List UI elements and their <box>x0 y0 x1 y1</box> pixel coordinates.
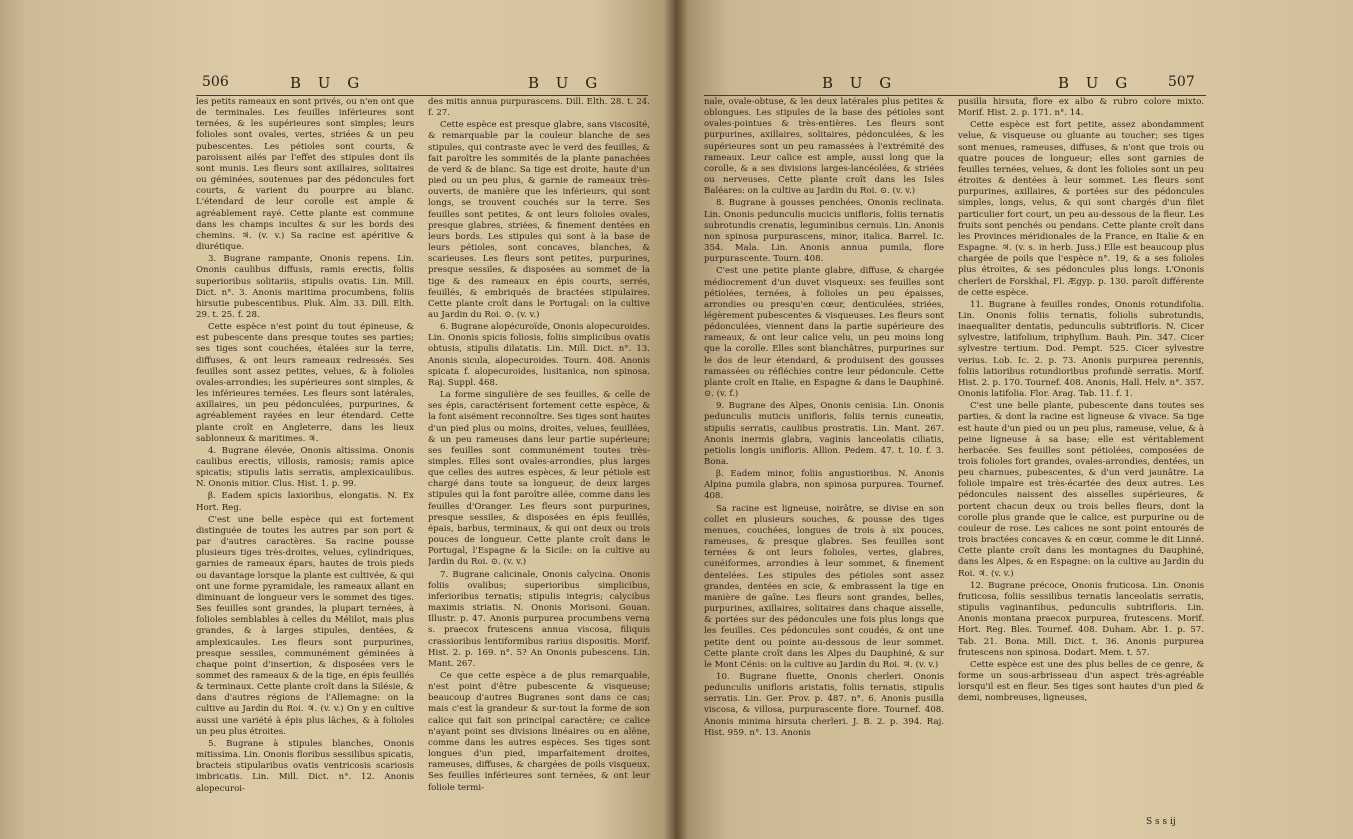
paragraph: 7. Bugrane calicinale, Ononis calycina. Ononis foliis ovalibus; superioribus simplicibus, inferioribus ternatis; stipulis integris; calycibus maximis striatis. N. Ononis Morisoni. Gouan. Illustr. p. 47. Anonis purpurea procumbens verna s. praecox frutescens annua viscosa, filiquis crassioribus lentiformibus rarius dispositis. Morif. Hist. 2. p. 169. n°. 5? An Ononis pubescens. Lin. Mant. 267. <box>428 569 650 669</box>
paragraph: Sa racine est ligneuse, noirâtre, se divise en son collet en plusieurs souches, & pousse des tiges menues, couchées, longues de trois à six pouces, rameuses, & presque glabres. Ses feuilles sont ternées & ont leurs folioles, vertes, glabres, cunéiformes, arrondies à leur sommet, & finement dentelées. Les stipules des pétioles sont assez grandes, dentées en scie, & embrassent la tige en manière de gaîne. Les fleurs sont grandes, belles, purpurines, axillaires, solitaires dans chaque aisselle, & portées sur des pédoncules une fois plus longs que les feuilles. Ces pédoncules sont coudés, & ont une petite dent ou pointe au-dessous de leur sommet. Cette plante croît dans les Alpes du Dauphiné, & sur le Mont Cénis: on la cultive au Jardin du Roi. ♃. (v. v.) <box>704 503 944 670</box>
paragraph: Cette espèce est presque glabre, sans viscosité, & remarquable par la couleur blanche de ses stipules, qui contraste avec le verd des feuilles, & fait paroître les sommités de la plante panachées de verd & de blanc. Sa tige est droite, haute d'un pied ou un peu plus, & garnie de rameaux très-ouverts, de manière que les inférieurs, qui sont longs, se trouvent couchés sur la terre. Ses feuilles sont petites, & ont leurs folioles ovales, presque glabres, striées, & finement dentées en leurs bords. Les stipules qui sont à la base de leurs pétioles, sont concaves, blanches, & scarieuses. Les fleurs sont petites, purpurines, presque sessiles, & disposées au sommet de la tige & des rameaux en épis courts, serrés, feuillés, & embriqués de bractées stipulaires. Cette plante croît dans le Portugal: on la cultive au Jardin du Roi. ⊙. (v. v.) <box>428 120 650 320</box>
running-head: B U G <box>528 74 604 92</box>
paragraph: 6. Bugrane alopécuroïde, Ononis alopecuroides. Lin. Ononis spicis foliosis, foliis simplicibus ovatis obtusis, stipulis dilatatis. Lin. Mill. Dict. n°. 13. Anonis sicula, alopecuroides. Tourn. 408. Anonis spicata f. alopecuroides, lusitanica, non spinosa. Raj. Suppl. 468. <box>428 322 650 388</box>
paragraph: β. Eadem spicis laxioribus, elongatis. N. Ex Hort. Reg. <box>196 491 414 513</box>
paragraph: des mitis annua purpurascens. Dill. Elth. 28. t. 24. f. 27. <box>428 97 650 119</box>
running-head: B U G <box>290 74 366 92</box>
paragraph: Cette espèce n'est point du tout épineuse, & est pubescente dans presque toutes ses parties; ses tiges sont couchées, étalées sur la terre, diffuses, & ont leurs rameaux redressés. Ses feuilles sont assez petites, velues, & à folioles ovales-arrondies; les supérieures sont simples, & les inférieures ternées. Les fleurs sont latérales, axillaires, un peu pédonculées, purpurines, & agréablement rayées en leur étendard. Cette plante croît en Angleterre, dans les lieux sablonneux & maritimes. ♃. <box>196 322 414 444</box>
paragraph: 5. Bugrane à stipules blanches, Ononis mitissima. Lin. Ononis floribus sessilibus spicatis, bracteis stipularibus ovatis ventricosis scariosis imbricatis. Lin. Mill. Dict. n°. 12. Anonis alopecuroi- <box>196 738 414 794</box>
paragraph: 10. Bugrane fluette, Ononis cherleri. Ononis pedunculis unifloris aristatis, foliis ternatis, stipulis serratis. Lin. Ger. Prov. p. 487. n°. 6. Anonis pusilla viscosa, & villosa, purpurascente flore. Tournef. 408. Anonis minima hirsuta cherleri. J. B. 2. p. 394. Raj. Hist. 959. n°. 13. Anonis <box>704 671 944 738</box>
running-head: B U G <box>822 74 898 92</box>
text-column-2 <box>958 97 1204 815</box>
signature-mark: S s s ij <box>1146 817 1176 827</box>
paragraph: Ce que cette espèce a de plus remarquable, n'est point d'être pubescente & visqueuse; beaucoup d'autres Bugranes sont dans ce cas; mais c'est la grandeur & sur-tout la forme de son calice qui fait son principal caractère; ce calice n'ayant point ses divisions linéaires ou en alêne, comme dans les autres espèces. Ses tiges sont longues d'un pied, imparfaitement droites, rameuses, diffuses, & chargées de poils visqueux. Ses feuilles inférieures sont ternées, & ont leur foliole termi- <box>428 670 650 793</box>
paragraph: 12. Bugrane précoce, Ononis fruticosa. Lin. Ononis fruticosa, foliis sessilibus ternatis lanceolatis serratis, stipulis vaginantibus, pedunculis subtrifloris. Lin. Anonis montana praecox purpurea, frutescens. Morif. Hort. Reg. Bles. Tournef. 408. Duham. Abr. 1. p. 57. Tab. 21. Bona. Mill. Dict. t. 36. Anonis purpurea frutescens non spinosa. Dodart. Mem. t. 57. <box>958 580 1204 658</box>
paragraph: C'est une petite plante glabre, diffuse, & chargée médiocrement d'un duvet visqueux: ses feuilles sont pétiolées, ternées, à folioles un peu épaisses, arrondies ou presqu'en cœur, denticulées, striées, légèrement pubescentes & visqueuses. Les fleurs sont pédonculées, viennent dans la partie supérieure des rameaux, & ont leur calice velu, un peu moins long que la corolle. Elles sont blanchâtres, purpurines sur le dos de leur étendard, & produisent des gousses ramassées ou réfléchies contre leur pédoncule. Cette plante croît en Italie, en Espagne & dans le Dauphiné. ⊙. (v. f.) <box>704 266 944 400</box>
header-rule <box>704 95 1206 96</box>
paragraph: pusilla hirsuta, flore ex albo & rubro colore mixto. Morif. Hist. 2. p. 171. n°. 14. <box>958 97 1204 119</box>
paragraph: La forme singulière de ses feuilles, & celle de ses épis, caractérisent fortement cette espèce, & la font aisément reconnoître. Ses tiges sont hautes d'un pied plus ou moins, droites, velues, feuillées, & un peu rameuses dans leur partie supérieure; ses feuilles sont communément toutes très-simples. Elles sont ovales-arrondies, plus larges que celles des autres espèces, & leur pétiole est chargé dans toute sa longueur, de deux larges stipules qui la font paroître ailée, comme dans les feuilles d'Oranger. Les fleurs sont purpurines, presque sessiles, & disposées en épis feuillés, épais, barbus, terminaux, & qui ont deux ou trois pouces de longueur. Cette plante croît dans le Portugal, l'Espagne & la Sicile: on la cultive au Jardin du Roi. ⊙. (v. v.) <box>428 390 650 568</box>
paragraph: 3. Bugrane rampante, Ononis repens. Lin. Ononis caulibus diffusis, ramis erectis, foliis superioribus solitariis, stipulis ovatis. Lin. Mill. Dict. n°. 3. Anonis maritima procumbens, foliis hirsutie pubescentibus. Pluk. Alm. 33. Dill. Elth. 29. t. 25. f. 28. <box>196 254 414 320</box>
paragraph: Cette espèce est une des plus belles de ce genre, & forme un sous-arbrisseau d'un aspect très-agréable lorsqu'il est en fleur. Ses tiges sont hautes d'un pied & demi, nombreuses, ligneuses, <box>958 659 1204 704</box>
paragraph: 8. Bugrane à gousses penchées, Ononis reclinata. Lin. Ononis pedunculis mucicis unifloris, foliis ternatis subrotundis crenatis, leguminibus cernuis. Lin. Anonis non spinosa purpurascens, minor, italica. Barrel. Ic. 354. Mala. Lin. Anonis annua pumila, flore purpurascente. Tourn. 408. <box>704 198 944 265</box>
paragraph: 11. Bugrane à feuilles rondes, Ononis rotundifolia. Lin. Ononis foliis ternatis, foliolis subrotundis, inaequaliter dentatis, pedunculis subtrifloris. N. Cicer sylvestre, latifolium, triphyllum. Bauh. Pin. 347. Cicer sylvestre tertium. Dod. Pempt. 525. Cicer sylvestre verius. Lob. Ic. 2. p. 73. Anonis purpurea perennis, foliis latioribus rotundioribus profundè serratis. Morif. Hist. 2. p. 170. Tournef. 408. Anonis, Hall. Helv. n°. 357. Ononis latifolia. Flor. Arag. Tab. 11. f. 1. <box>958 299 1204 400</box>
header-rule <box>196 95 648 96</box>
paragraph: 9. Bugrane des Alpes, Ononis cenisia. Lin. Ononis pedunculis muticis unifloris, foliis ternis cuneatis, stipulis serratis, caulibus prostratis. Lin. Mant. 267. Anonis inermis glabra, vaginis lanceolatis ciliatis, petiolis longis unifloris. Allion. Pedem. 47. t. 10. f. 3. Bona. <box>704 401 944 467</box>
paragraph: C'est une belle espèce qui est fortement distinguée de toutes les autres par son port & par d'autres caractères. Sa racine pousse plusieurs tiges très-droites, velues, cylindriques, garnies de rameaux épars, hautes de trois pieds ou davantage lorsque la plante est cultivée, & qui ont une forme pyramidale, les rameaux allant en diminuant de longueur vers le sommet des tiges. Ses feuilles sont grandes, la plupart ternées, à folioles semblables à celles du Mélilot, mais plus grandes, & à larges stipules, dentées, & amplexicaules. Les fleurs sont purpurines, presque sessiles, communément géminées à chaque point d'insertion, & disposées vers le sommet des rameaux & de la tige, en épis feuillés & terminaux. Cette plante croît dans la Silésie, & dans d'autres régions de l'Allemagne: on la cultive au Jardin du Roi. ♃. (v. v.) On y en cultive aussi une variété à épis plus lâches, & à folioles un peu plus étroites. <box>196 514 414 737</box>
text-column-1 <box>704 97 944 827</box>
page-number: 506 <box>202 74 229 90</box>
book-gutter <box>664 0 688 839</box>
paragraph: β. Eadem minor, foliis angustioribus. N. Anonis Alpina pumila glabra, non spinosa purpurea. Tournef. 408. <box>704 469 944 502</box>
page-number: 507 <box>1168 74 1195 90</box>
text-column-2 <box>428 97 650 825</box>
paragraph: les petits rameaux en sont privés, ou n'en ont que de terminales. Les feuilles inférieures sont ternées, & les supérieures sont simples; leurs folioles sont ovales, vertes, striées & un peu pubescentes. Les pétioles sont courts, & paroissent ailés par l'effet des stipules dont ils sont munis. Les fleurs sont axillaires, solitaires ou géminées, soutenues par des pédoncules fort courts, & varient du pourpre au blanc. L'étendard de leur corolle est ample & agréablement rayé. Cette plante est commune dans les champs incultes & sur les bords des chemins. ♃. (v. v.) Sa racine est apéritive & diurétique. <box>196 97 414 253</box>
paragraph: nale, ovale-obtuse, & les deux latérales plus petites & oblongues. Les stipules de la base des pétioles sont ovales-pointues & très-entières. Les fleurs sont purpurines, axillaires, solitaires, pédonculées, & les supérieures sont un peu ramassées à l'extrémité des rameaux. Leur calice est ample, aussi long que la corolle, & a ses divisions larges-lancéolées, & striées ou nerveuses. Cette plante croît dans les Isles Baléares: on la cultive au Jardin du Roi. ⊙. (v. v.) <box>704 97 944 197</box>
paragraph: 4. Bugrane élevée, Ononis altissima. Ononis caulibus erectis, villosis, ramosis; ramis apice spicatis; stipulis latis serratis, amplexicaulibus. N. Ononis mitior. Clus. Hist. 1. p. 99. <box>196 445 414 490</box>
text-column-1 <box>196 97 414 825</box>
running-head: B U G <box>1058 74 1134 92</box>
left-page <box>0 0 676 839</box>
right-page <box>676 0 1353 839</box>
paragraph: C'est une belle plante, pubescente dans toutes ses parties, & dont la racine est ligneuse & vivace. Sa tige est haute d'un pied ou un peu plus, rameuse, velue, & à peine ligneuse à sa base; elle est véritablement herbacée. Ses feuilles sont pétiolées, composées de trois folioles fort grandes, ovales-arrondies, dentées, un peu charnues, pubescentes, & d'un verd jaunâtre. La foliole impaire est très-écartée des deux autres. Les pédoncules naissent des aisselles supérieures, & portent chacun deux ou trois belles fleurs, dont la corolle plus grande que le calice, est purpurine ou de couleur de rose. Les calices ne sont point entourés de trois bractées concaves & en cœur, comme le dit Linné. Cette plante croît dans les montagnes du Dauphiné, dans les Alpes, & en Espagne: on la cultive au Jardin du Roi. ♃. (v. v.) <box>958 401 1204 579</box>
paragraph: Cette espèce est fort petite, assez abondamment velue, & visqueuse ou gluante au toucher; ses tiges sont menues, rameuses, diffuses, & n'ont que trois ou quatre pouces de longueur; elles sont garnies de feuilles ternées, velues, & dont les folioles sont un peu étroites & dentées à leur sommet. Les fleurs sont purpurines, axillaires, & portées sur des pédoncules simples, longs, velus, & qui sont chargés d'un filet particulier fort court, un peu au-dessous de la fleur. Les fruits sont penchés ou pendans. Cette plante croît dans les Provinces méridionales de la France, en Italie & en Espagne. ♃. (v. s. in herb. Juss.) Elle est beaucoup plus chargée de poils que l'espèce n°. 19, & a ses folioles plus étroites, & ses pédoncules plus longs. L'Ononis cherleri de Forskhal, Fl. Ægyp. p. 130. paroît différente de cette espèce. <box>958 120 1204 298</box>
